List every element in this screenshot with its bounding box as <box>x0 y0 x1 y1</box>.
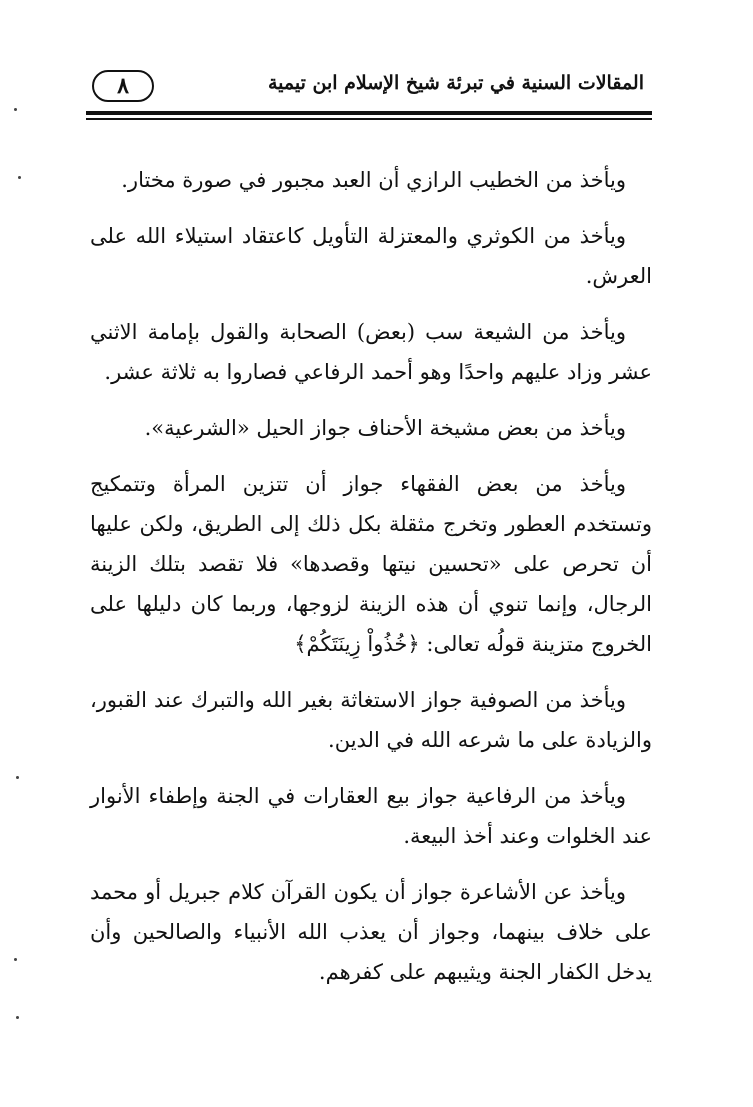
header-rule-thin <box>86 118 652 120</box>
margin-mark <box>14 108 17 111</box>
paragraph: ويأخذ من الرفاعية جواز بيع العقارات في الجنة وإطفاء الأنوار عند الخلوات وعند أخذ البيعة. <box>90 784 652 848</box>
page-number: ٨ <box>92 70 154 102</box>
margin-mark <box>14 958 17 961</box>
margin-mark <box>16 1016 19 1019</box>
margin-mark <box>16 776 19 779</box>
running-title: المقالات السنية في تبرئة شيخ الإسلام ابن تيمية <box>267 72 644 94</box>
paragraph: ويأخذ من الخطيب الرازي أن العبد مجبور في صورة مختار. <box>121 168 626 192</box>
paragraph: ويأخذ من الصوفية جواز الاستغاثة بغير الله والتبرك عند القبور، والزيادة على ما شرعه الله في الدين. <box>90 688 652 752</box>
paragraph: ويأخذ من الكوثري والمعتزلة التأويل كاعتقاد استيلاء الله على العرش. <box>90 224 652 288</box>
paragraph: ويأخذ من بعض مشيخة الأحناف جواز الحيل «الشرعية». <box>144 416 626 440</box>
body-text <box>90 160 652 1008</box>
page-header <box>86 66 648 106</box>
paragraph: ويأخذ عن الأشاعرة جواز أن يكون القرآن كلام جبريل أو محمد على خلاف بينهما، وجواز أن يعذب الله الأنبياء والصالحين وأن يدخل الكفار الجنة ويثيبهم على كفرهم. <box>90 880 652 984</box>
paragraph: ويأخذ من الشيعة سب (بعض) الصحابة والقول بإمامة الاثني عشر وزاد عليهم واحدًا وهو أحمد الرفاعي فصاروا به ثلاثة عشر. <box>90 320 652 384</box>
header-rule-thick <box>86 111 652 115</box>
paragraph: ويأخذ من بعض الفقهاء جواز أن تتزين المرأة وتتمكيج وتستخدم العطور وتخرج مثقلة بكل ذلك إلى الطريق، ولكن عليها أن تحرص على «تحسين نيتها وقصدها» فلا تقصد بتلك الزينة الرجال، وإنما تنوي أن هذه الزينة لزوجها، وربما كان دليلها على الخروج متزينة قولُه تعالى: ﴿خُذُواْ زِينَتَكُمْ﴾ <box>90 472 652 656</box>
margin-mark <box>18 176 21 179</box>
